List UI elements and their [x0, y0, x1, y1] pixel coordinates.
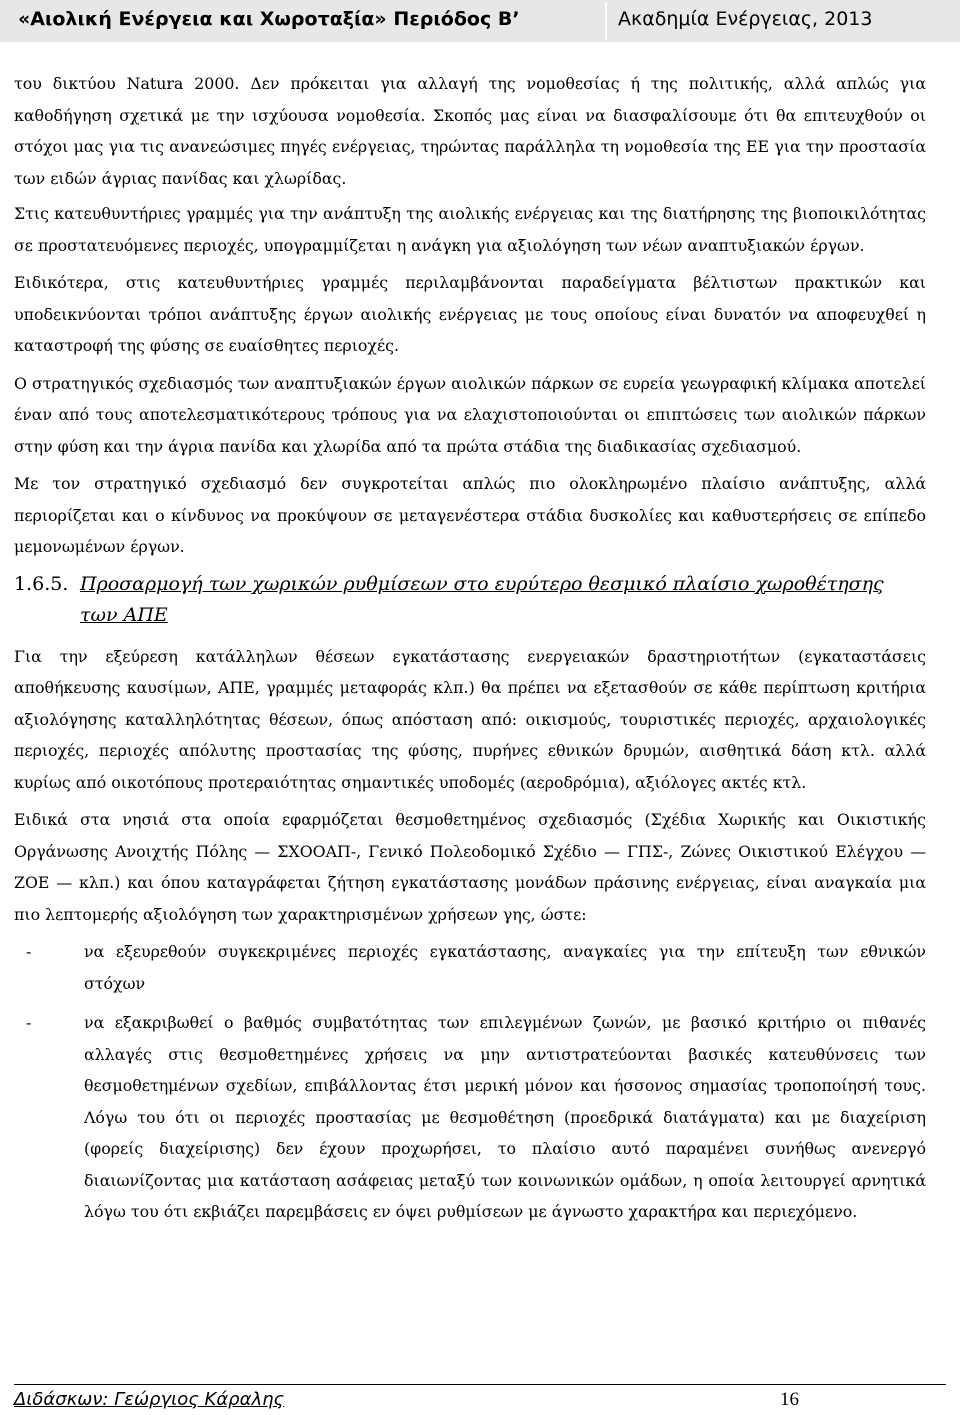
header-academy: Ακαδημία Ενέργειας, 2013 [618, 8, 873, 30]
bullet-text: να εξακριβωθεί ο βαθμός συμβατότητας των επιλεγμένων ζωνών, με βασικό κριτήριο οι πιθανές αλλαγές στις θεσμοθετημένες χρήσεις να μην αντιστρατεύονται βασικές κατευθύνσεις των θεσμοθετημένων σχεδίων, επιβάλλοντας έτσι μερική μόνον και ήσσονος σημασίας τροποποίησή τους. Λόγω του ότι οι περιοχές προστασίας με θεσμοθέτηση (προεδρικά διατάγματα) και με διαχείριση (φορείς διαχείρισης) δεν έχουν προχωρήσει, το πλαίσιο αυτό παραμένει συνήθως ανενεργό διαιωνίζοντας μια κατάσταση ασάφειας μεταξύ των κοινωνικών ομάδων, η οποία λειτουργεί αρνητικά λόγω του ότι εκβιάζει παρεμβάσεις εν όψει ρυθμίσεων με άγνωστο χαρακτήρα και περιεχόμενο. [84, 1013, 926, 1221]
paragraph-best-practices: Ειδικότερα, στις κατευθυντήριες γραμμές περιλαμβάνονται παραδείγματα βέλτιστων πρακτικών και υποδεικνύονται τρόποι ανάπτυξης έργων αιολικής ενέργειας με τους οποίους είναι δυνατόν να αποφευχθεί η καταστροφή της φύσης σε ευαίσθητες περιοχές. [14, 273, 926, 355]
page-header [0, 0, 960, 42]
section-heading [14, 569, 926, 631]
paragraph-intro: του δικτύου Natura 2000. Δεν πρόκειται για αλλαγή της νομοθεσίας ή της πολιτικής, αλλά απλώς για καθοδήγηση σχετικά με την ισχύουσα νομοθεσία. Σκοπός μας είναι να διασφαλίσουμε ότι θα επιτευχθούν οι στόχοι μας για τις ανανεώσιμες πηγές ενέργειας, τηρώντας παράλληλα τη νομοθεσία της ΕΕ για την προστασία των ειδών άγριας πανίδας και χλωρίδας. [14, 74, 926, 188]
bullet-marker: - [26, 1013, 32, 1032]
bullet-marker: - [26, 942, 32, 961]
paragraph-guidelines: Στις κατευθυντήριες γραμμές για την ανάπτυξη της αιολικής ενέργειας και της διατήρησης της βιοποικιλότητας σε προστατευόμενες περιοχές, υπογραμμίζεται η ανάγκη για αξιολόγηση των νέων αναπτυξιακών έργων. [14, 204, 926, 255]
bullet-text: να εξευρεθούν συγκεκριμένες περιοχές εγκατάστασης, αναγκαίες για την επίτευξη των εθνικών στόχων [84, 942, 926, 993]
document-body [14, 68, 926, 1236]
page-number: 16 [780, 1389, 799, 1410]
paragraph-islands: Ειδικά στα νησιά στα οποία εφαρμόζεται θεσμοθετημένος σχεδιασμός (Σχέδια Χωρικής και Οικιστικής Οργάνωσης Ανοιχτής Πόλης — ΣΧΟΟΑΠ-, Γενικό Πολεοδομικό Σχέδιο — ΓΠΣ-, Ζώνες Οικιστικού Ελέγχου — ΖΟΕ — κλπ.) και όπου καταγράφεται ζήτηση εγκατάστασης μονάδων πράσινης ενέργειας, είναι αναγκαία μια πιο λεπτομερής αξιολόγηση των χαρακτηρισμένων χρήσεων γης, ώστε: [14, 810, 926, 924]
paragraph-strategic-planning: Ο στρατηγικός σχεδιασμός των αναπτυξιακών έργων αιολικών πάρκων σε ευρεία γεωγραφική κλίμακα αποτελεί έναν από τους αποτελεσματικότερους τρόπους για να ελαχιστοποιούνται οι επιπτώσεις των αιολικών πάρκων στην φύση και την άγρια πανίδα και χλωρίδα από τα πρώτα στάδια της διαδικασίας σχεδιασμού. [14, 373, 926, 456]
list-item [14, 1007, 926, 1228]
list-item [14, 936, 926, 999]
footer-author: Διδάσκων: Γεώργιος Κάραλης [14, 1389, 285, 1410]
section-number: 1.6.5. [14, 572, 69, 595]
footer-divider [14, 1384, 946, 1385]
header-divider [605, 2, 607, 40]
paragraph-site-criteria: Για την εξεύρεση κατάλληλων θέσεων εγκατάστασης ενεργειακών δραστηριοτήτων (εγκαταστάσεις αποθήκευσης καυσίμων, ΑΠΕ, γραμμές μεταφοράς κλπ.) θα πρέπει να εξετασθούν σε κάθε περίπτωση κριτήρια αξιολόγησης καταλληλότητας θέσεων, όπως απόσταση από: οικισμούς, τουριστικές περιοχές, αρχαιολογικές περιοχές, περιοχές απόλυτης προστασίας της φύσης, πυρήνες εθνικών δρυμών, αισθητικά δάση κτλ. αλλά κυρίως από οικοτόπους προτεραιότητας σημαντικές υποδομές (αεροδρόμια), αξιόλογες ακτές κτλ. [14, 646, 926, 792]
section-title: Προσαρμογή των χωρικών ρυθμίσεων στο ευρύτερο θεσμικό πλαίσιο χωροθέτησης των ΑΠΕ [80, 572, 884, 626]
header-title: «Αιολική Ενέργεια και Χωροταξία» Περιόδος Β’ [18, 8, 520, 30]
paragraph-strategic-benefits: Με τον στρατηγικό σχεδιασμό δεν συγκροτείται απλώς πιο ολοκληρωμένο πλαίσιο ανάπτυξης, αλλά περιορίζεται και ο κίνδυνος να προκύψουν σε μεταγενέστερα στάδια δυσκολίες και καθυστερήσεις σε επίπεδο μεμονωμένων έργων. [14, 474, 926, 556]
